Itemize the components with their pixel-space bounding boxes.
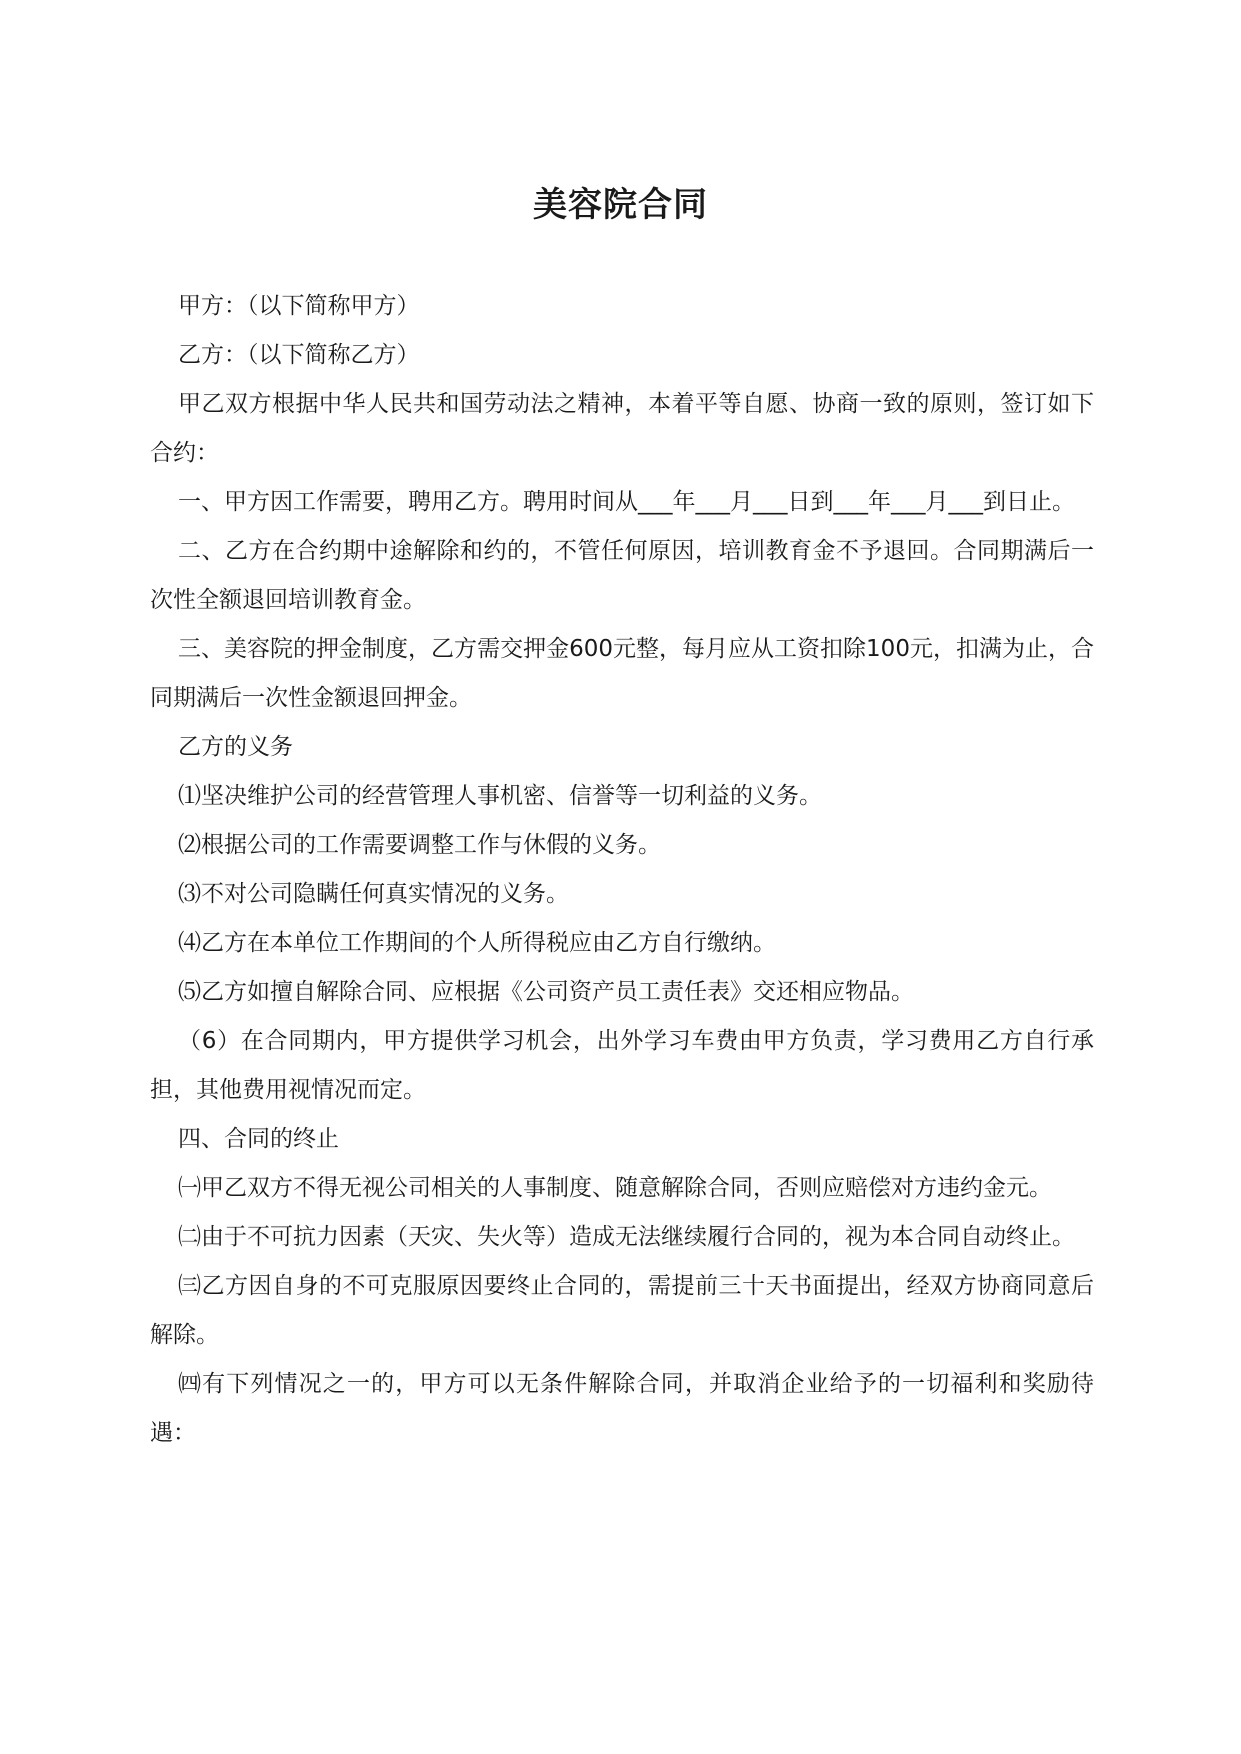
- document-body: [150, 282, 1094, 1458]
- termination-item-3: ㈢乙方因自身的不可克服原因要终止合同的，需提前三十天书面提出，经双方协商同意后解除。: [150, 1273, 1094, 1348]
- document-title: 美容院合同: [533, 184, 708, 225]
- termination-item-2: ㈡由于不可抗力因素（天灾、失火等）造成无法继续履行合同的，视为本合同自动终止。: [178, 1224, 1075, 1250]
- obligation-item-3: ⑶不对公司隐瞒任何真实情况的义务。: [178, 881, 569, 907]
- clause-3: 三、美容院的押金制度，乙方需交押金600元整，每月应从工资扣除100元，扣满为止，合同期满后一次性金额退回押金。: [150, 636, 1094, 711]
- obligation-item-6: （6）在合同期内，甲方提供学习机会，出外学习车费由甲方负责，学习费用乙方自行承担，其他费用视情况而定。: [150, 1028, 1094, 1103]
- obligation-item-1: ⑴坚决维护公司的经营管理人事机密、信誉等一切利益的义务。: [178, 783, 822, 809]
- termination-item-1: ㈠甲乙双方不得无视公司相关的人事制度、随意解除合同，否则应赔偿对方违约金元。: [178, 1175, 1052, 1201]
- preamble-paragraph: 甲乙双方根据中华人民共和国劳动法之精神，本着平等自愿、协商一致的原则，签订如下合约：: [150, 391, 1094, 466]
- termination-item-4: ㈣有下列情况之一的，甲方可以无条件解除合同，并取消企业给予的一切福利和奖励待遇：: [150, 1371, 1094, 1446]
- clause-1: 一、甲方因工作需要，聘用乙方。聘用时间从___年___月___日到___年___月___到日止。: [178, 489, 1075, 515]
- obligation-item-4: ⑷乙方在本单位工作期间的个人所得税应由乙方自行缴纳。: [178, 930, 776, 956]
- obligation-item-2: ⑵根据公司的工作需要调整工作与休假的义务。: [178, 832, 661, 858]
- party-a-line: 甲方：（以下简称甲方）: [178, 293, 420, 319]
- section-heading-obligations: 乙方的义务: [178, 734, 293, 760]
- party-b-line: 乙方：（以下简称乙方）: [178, 342, 420, 368]
- obligation-item-5: ⑸乙方如擅自解除合同、应根据《公司资产员工责任表》交还相应物品。: [178, 979, 914, 1005]
- clause-2: 二、乙方在合约期中途解除和约的，不管任何原因，培训教育金不予退回。合同期满后一次性全额退回培训教育金。: [150, 538, 1094, 613]
- section-heading-termination: 四、合同的终止: [178, 1126, 339, 1152]
